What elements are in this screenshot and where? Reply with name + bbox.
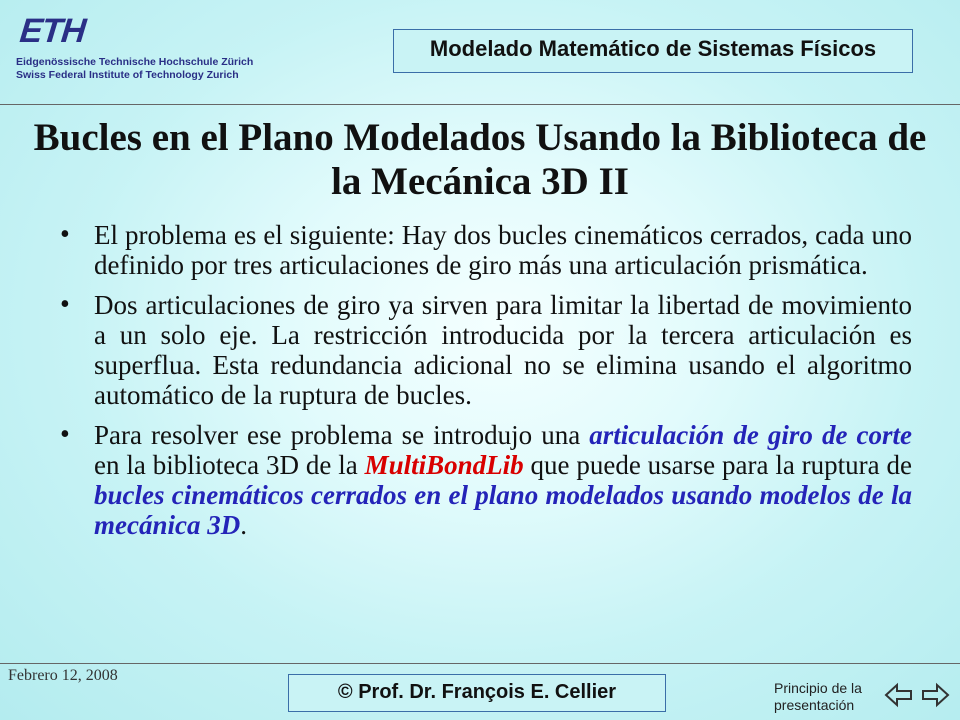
bullet-text: El problema es el siguiente: Hay dos bucles cinemáticos cerrados, cada uno definido por tres articulaciones de giro más una articulación prismática.: [94, 220, 912, 280]
course-title: Modelado Matemático de Sistemas Físicos: [429, 36, 877, 61]
eth-logo-line2: Swiss Federal Institute of Technology Zurich: [16, 69, 239, 81]
footer-divider: [0, 663, 960, 664]
eth-logo-line1: Eidgenössische Technische Hochschule Zürich: [16, 56, 254, 68]
arrow-right-icon[interactable]: [920, 682, 950, 708]
arrow-left-icon[interactable]: [884, 682, 914, 708]
slide-title: Bucles en el Plano Modelados Usando la Biblioteca de la Mecánica 3D II: [33, 116, 927, 203]
eth-logo: [16, 14, 256, 84]
footer-date: Febrero 12, 2008: [8, 667, 118, 684]
bullet-text-part: .: [240, 510, 247, 540]
bullet-text-part: Para resolver ese problema se introdujo una: [94, 420, 590, 450]
home-link[interactable]: Principio de la presentación: [774, 680, 862, 713]
bullet-item: [60, 420, 912, 540]
copyright-box: © Prof. Dr. François E. Cellier: [288, 674, 666, 712]
bullet-text: [94, 420, 912, 540]
highlight-term: bucles cinemáticos cerrados en el plano modelados usando modelos de la mecánica 3D: [94, 480, 912, 540]
highlight-library-name: MultiBondLib: [364, 450, 524, 480]
bullet-text-part: que puede usarse para la ruptura de: [523, 450, 912, 480]
header-divider: [0, 104, 960, 105]
bullet-item: [60, 220, 912, 280]
bullet-item: [60, 290, 912, 410]
highlight-term: articulación de giro de corte: [589, 420, 912, 450]
nav-arrows: [884, 682, 950, 708]
bullet-dot-icon: •: [60, 219, 70, 250]
bullet-text: Dos articulaciones de giro ya sirven para limitar la libertad de movimiento a un solo eje. La restricción introducida por la tercera articulación es superflua. Esta redundancia adicional no se elimina usando el algoritmo automático de la ruptura de bucles.: [94, 290, 912, 410]
eth-logo-mark: ETH: [18, 12, 87, 50]
bullet-list: [60, 220, 912, 550]
bullet-text-part: en la biblioteca 3D de la: [94, 450, 365, 480]
bullet-dot-icon: •: [60, 289, 70, 320]
bullet-dot-icon: •: [60, 419, 70, 450]
